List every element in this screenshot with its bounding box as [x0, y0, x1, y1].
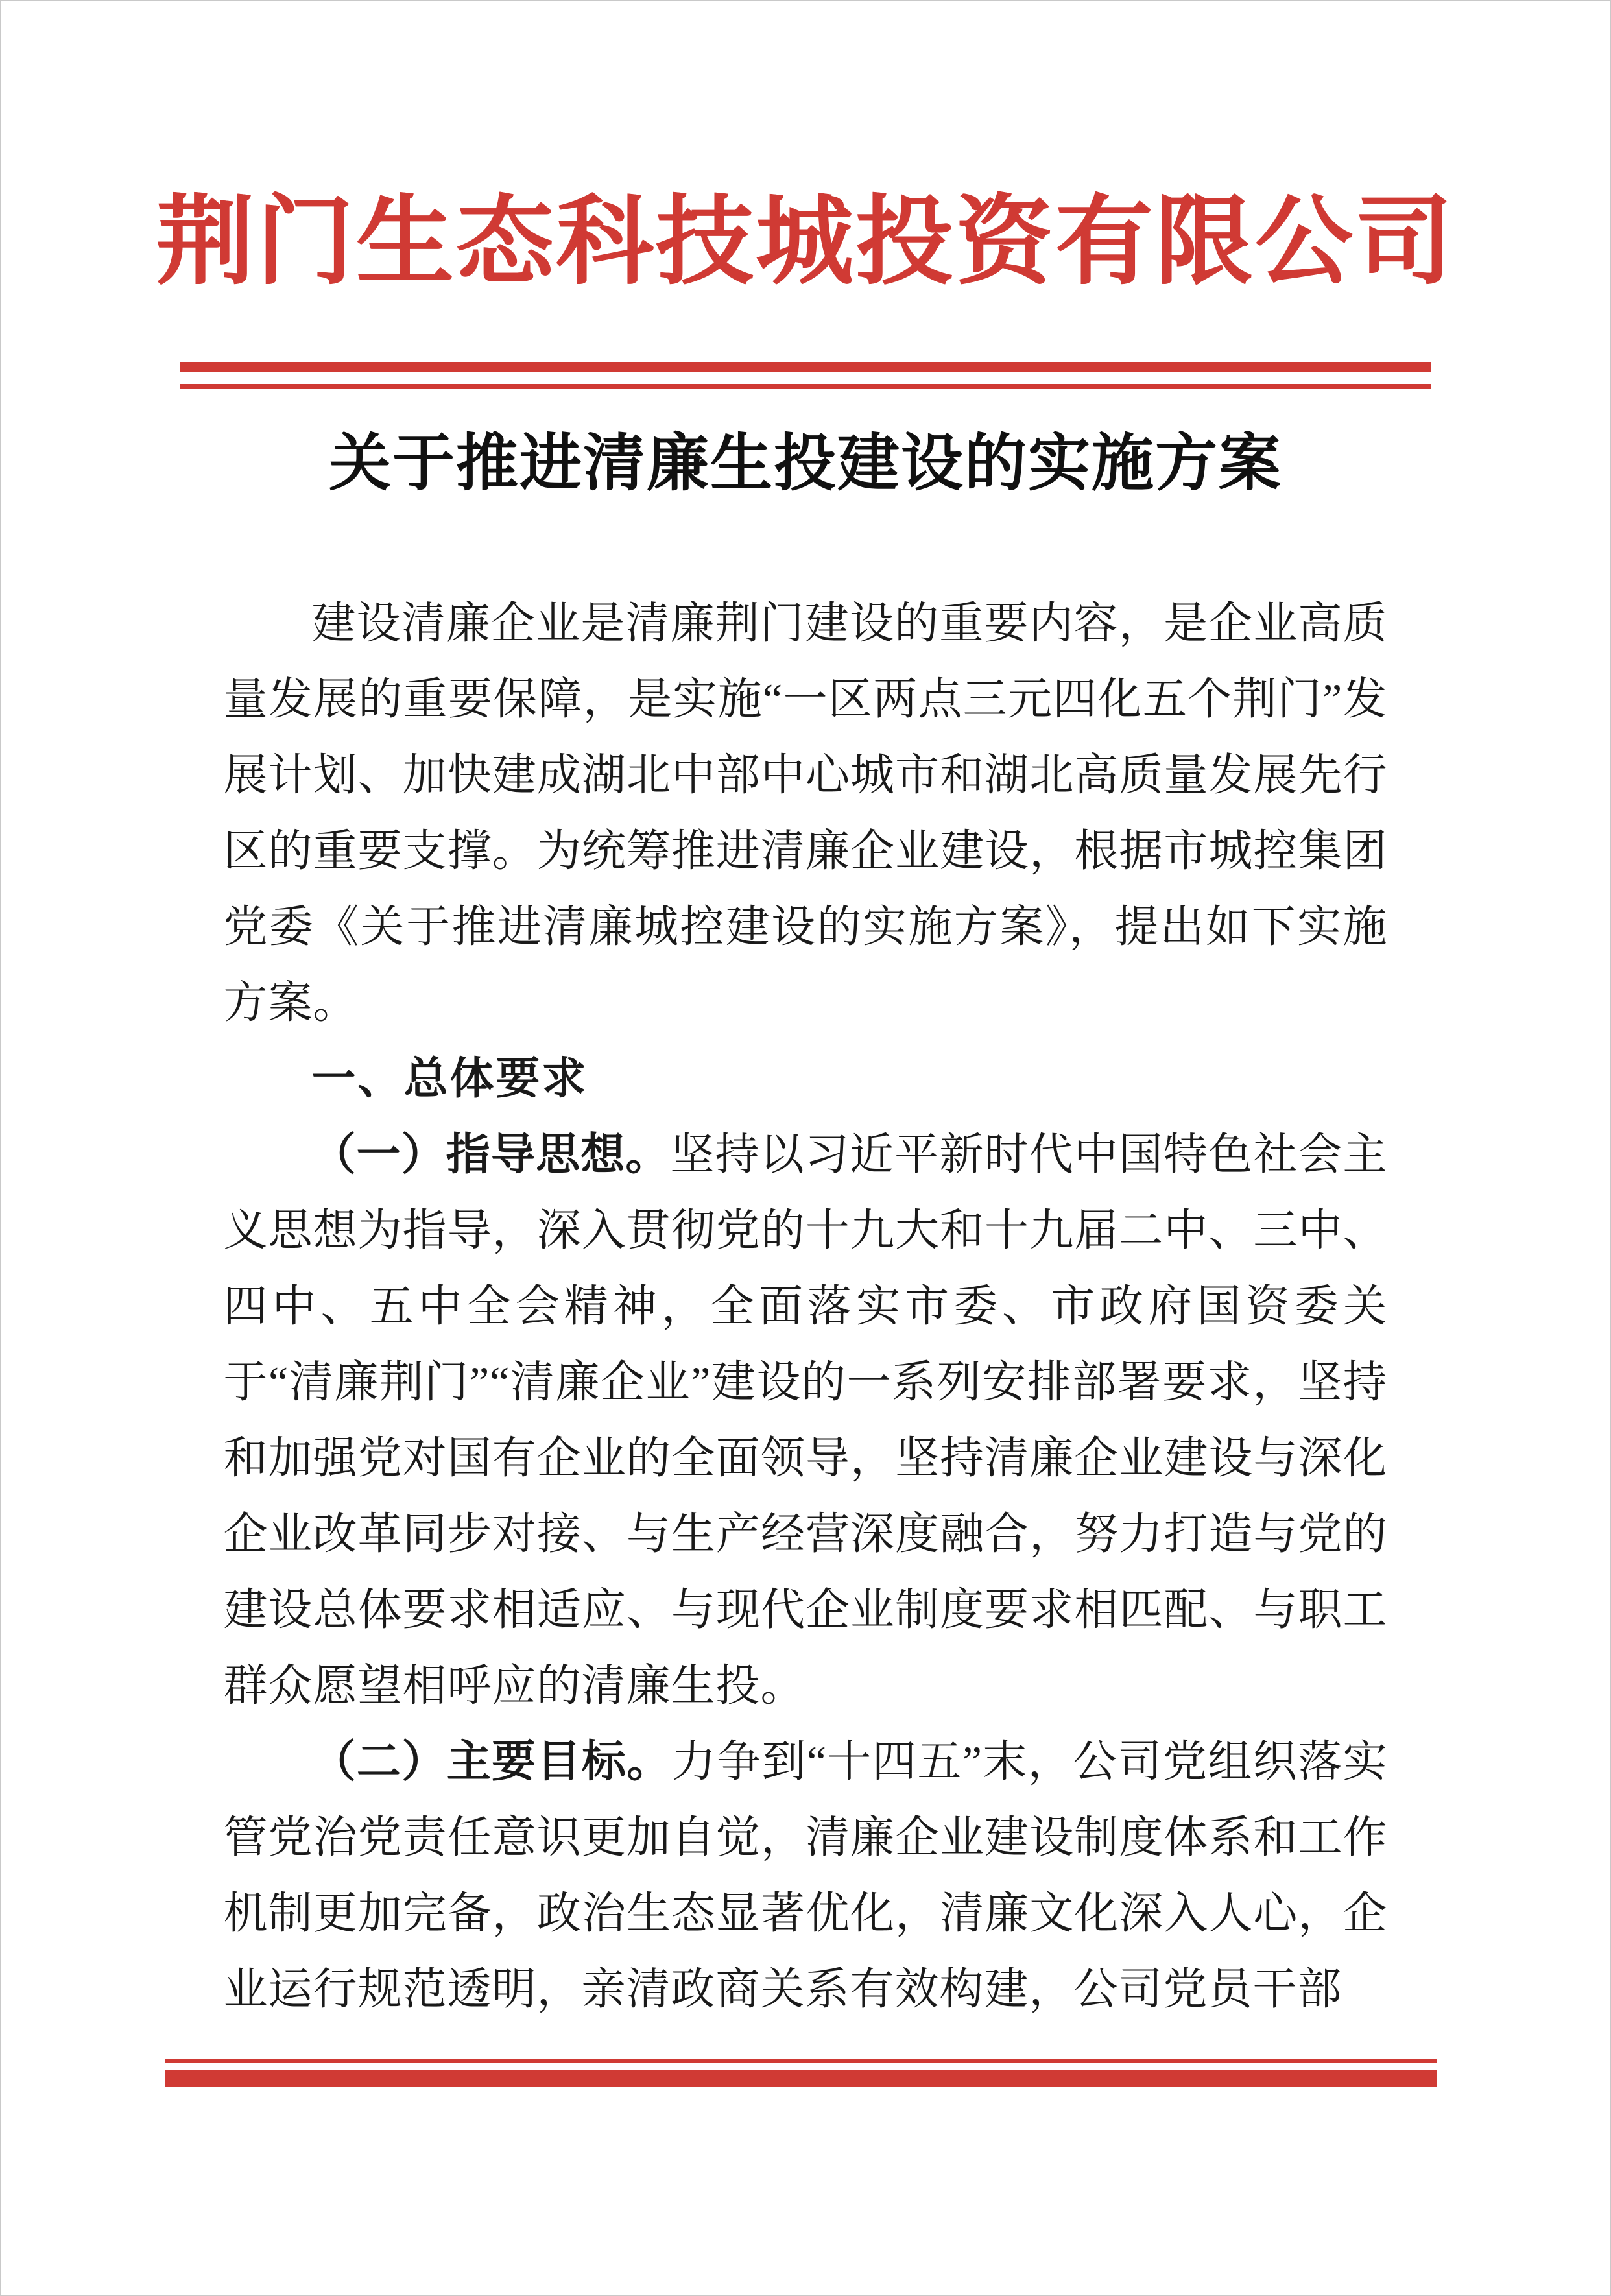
letterhead-divider	[180, 362, 1431, 389]
section-heading-overall-requirements: 一、总体要求	[311, 1054, 588, 1103]
letterhead-company-name: 荆门生态科技城投资有限公司	[156, 189, 1455, 296]
foot-divider-thin-line	[165, 2059, 1437, 2063]
paragraph-guiding-ideology-lead: （一）指导思想。	[311, 1130, 671, 1179]
paragraph-guiding-ideology-text: 坚持以习近平新时代中国特色社会主义思想为指导，深入贯彻党的十九大和十九届二中、三中、四中、五中全会精神，全面落实市委、市政府国资委关于“清廉荆门”“清廉企业”建设的一系列安排部署要求，坚持和加强党对国有企业的全面领导，坚持清廉企业建设与深化企业改革同步对接、与生产经营深度融合，努力打造与党的建设总体要求相适应、与现代企业制度要求相匹配、与职工群众愿望相呼应的清廉生投。	[223, 1130, 1388, 1710]
document-title: 关于推进清廉生投建设的实施方案	[329, 429, 1282, 498]
document-body	[224, 586, 1388, 2027]
divider-thick-line	[180, 362, 1431, 372]
paragraph-main-goals-text: 力争到“十四五”末，公司党组织落实管党治党责任意识更加自觉，清廉企业建设制度体系和工作机制更加完备，政治生态显著优化，清廉文化深入人心，企业运行规范透明，亲清政商关系有效构建，公司党员干部	[223, 1737, 1388, 2014]
divider-thin-line	[180, 384, 1431, 389]
paragraph-intro: 建设清廉企业是清廉荆门建设的重要内容，是企业高质量发展的重要保障，是实施“一区两点三元四化五个荆门”发展计划、加快建成湖北中部中心城市和湖北高质量发展先行区的重要支撑。为统筹推进清廉企业建设，根据市城控集团党委《关于推进清廉城控建设的实施方案》，提出如下实施方案。	[223, 599, 1388, 1027]
paragraph-main-goals-lead: （二）主要目标。	[311, 1737, 672, 1786]
page-foot-divider	[165, 2059, 1437, 2087]
foot-divider-thick-line	[165, 2070, 1437, 2087]
paragraph-guiding-ideology	[224, 1117, 1388, 1724]
paragraph-main-goals	[224, 1724, 1388, 2027]
